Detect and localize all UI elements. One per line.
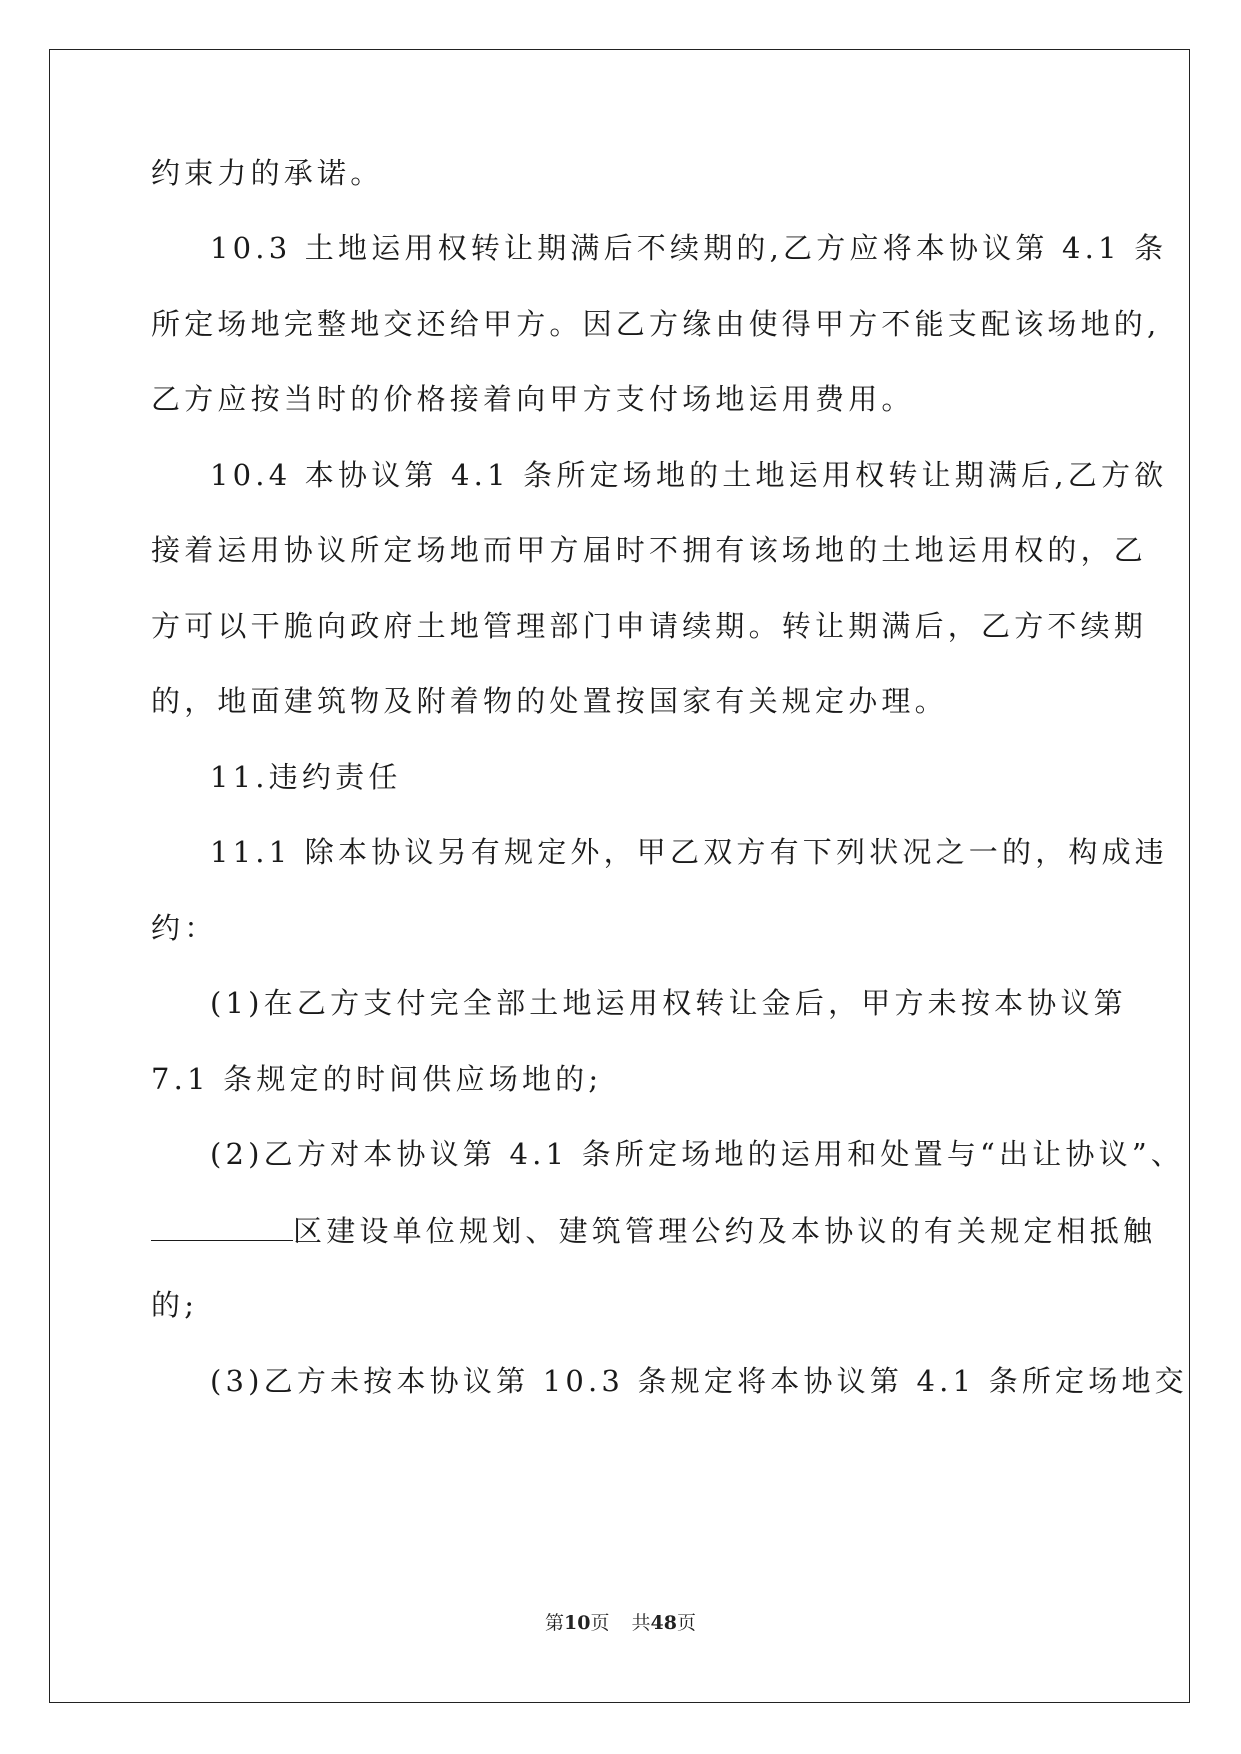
page-prefix: 第 bbox=[545, 1612, 565, 1634]
text-line: 方可以干脆向政府土地管理部门申请续期。转让期满后，乙方不续期 bbox=[151, 609, 1148, 643]
text-line-with-blank bbox=[151, 1210, 1156, 1251]
text-line: 的，地面建筑物及附着物的处置按国家有关规定办理。 bbox=[151, 684, 948, 718]
text-line: 10.4 本协议第 4.1 条所定场地的土地运用权转让期满后,乙方欲 bbox=[210, 458, 1168, 492]
total-prefix: 共 bbox=[631, 1612, 651, 1634]
text-line: 所定场地完整地交还给甲方。因乙方缘由使得甲方不能支配该场地的, bbox=[151, 307, 1161, 341]
text-line: 约： bbox=[151, 911, 218, 945]
text-line: 10.3 土地运用权转让期满后不续期的,乙方应将本协议第 4.1 条 bbox=[210, 231, 1168, 265]
text-line: 约束力的承诺。 bbox=[151, 156, 384, 190]
total-suffix: 页 bbox=[676, 1612, 696, 1634]
page-number: 10 bbox=[564, 1612, 591, 1634]
text-line: (2)乙方对本协议第 4.1 条所定场地的运用和处置与“出让协议”、 bbox=[210, 1137, 1185, 1171]
section-heading: 11.违约责任 bbox=[210, 760, 402, 794]
total-pages: 48 bbox=[650, 1612, 677, 1634]
text-line: 区建设单位规划、建筑管理公约及本协议的有关规定相抵触 bbox=[293, 1214, 1157, 1248]
text-line: 接着运用协议所定场地而甲方届时不拥有该场地的土地运用权的，乙 bbox=[151, 533, 1148, 567]
page-border bbox=[49, 49, 1190, 1703]
text-line: (3)乙方未按本协议第 10.3 条规定将本协议第 4.1 条所定场地交 bbox=[210, 1364, 1188, 1398]
text-line: (1)在乙方支付完全部土地运用权转让金后，甲方未按本协议第 bbox=[210, 986, 1127, 1020]
text-line: 11.1 除本协议另有规定外，甲乙双方有下列状况之一的，构成违 bbox=[210, 835, 1168, 869]
page-suffix: 页 bbox=[590, 1612, 610, 1634]
text-line: 乙方应按当时的价格接着向甲方支付场地运用费用。 bbox=[151, 382, 915, 416]
text-line: 的; bbox=[151, 1288, 199, 1322]
page-footer bbox=[0, 1611, 1241, 1635]
text-line: 7.1 条规定的时间供应场地的; bbox=[151, 1062, 603, 1096]
fill-in-blank bbox=[151, 1210, 293, 1241]
